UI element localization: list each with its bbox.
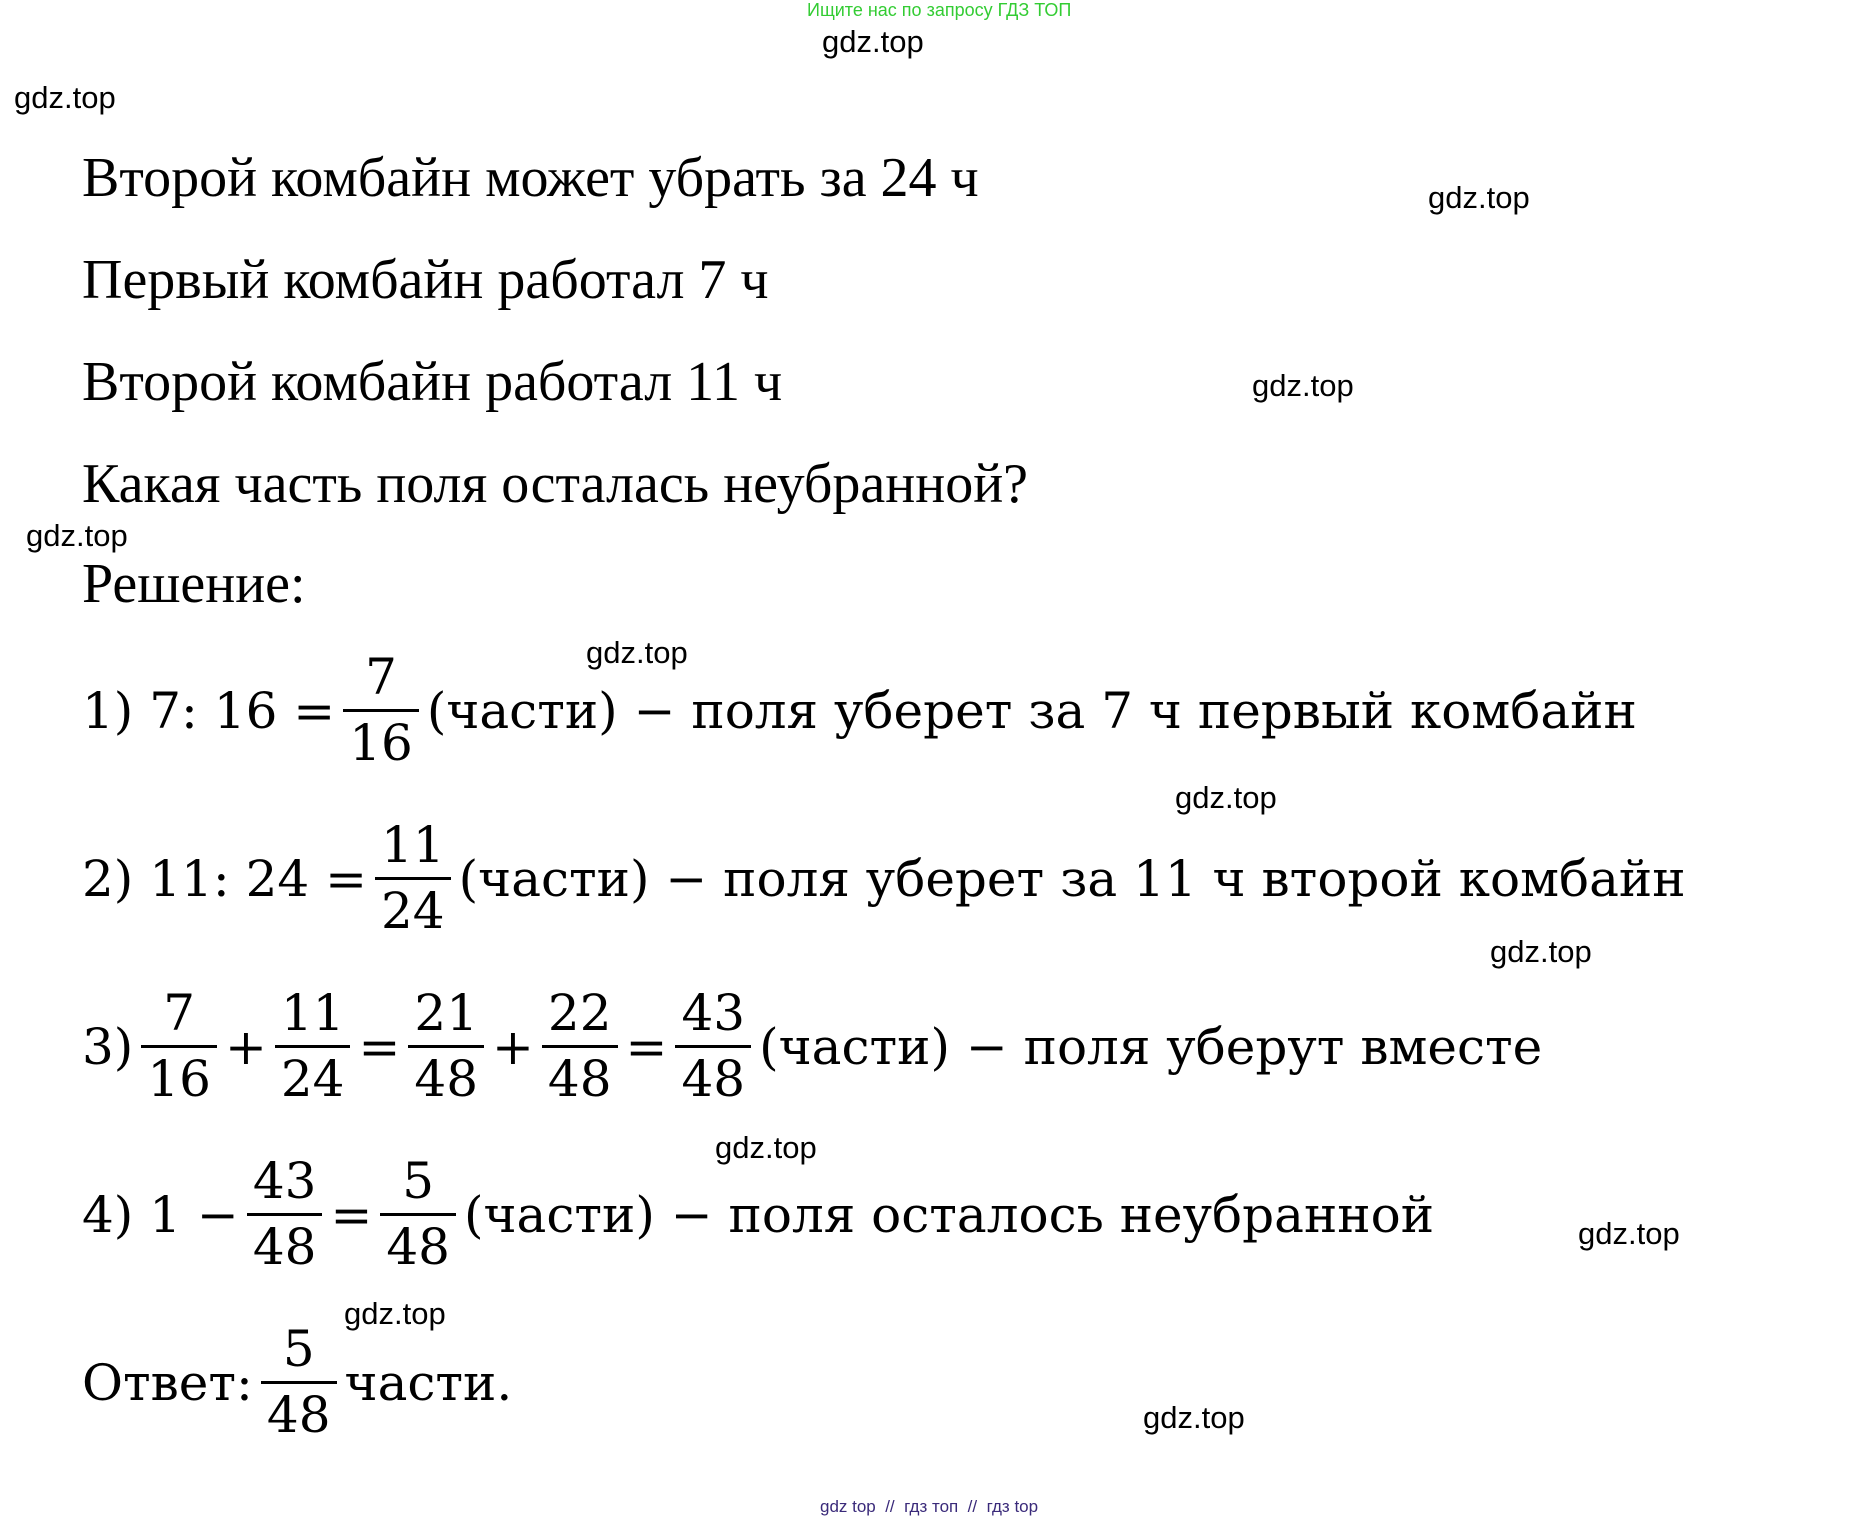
fraction-bar [247,1213,323,1216]
watermark: gdz.top [1252,368,1354,403]
fraction-bar [675,1045,751,1048]
watermark: gdz.top [1143,1400,1245,1435]
numerator: 7 [365,648,397,706]
numerator: 11 [381,816,445,874]
problem-line-2: Первый комбайн работал 7 ч [82,249,769,311]
denominator: 16 [147,1050,211,1108]
operator: = [330,1185,373,1244]
watermark: gdz.top [586,635,688,670]
fraction-bar [375,877,451,880]
numerator: 43 [681,984,746,1042]
watermark: gdz.top [26,518,128,553]
numerator: 11 [280,984,345,1042]
problem-line-1: Второй комбайн может убрать за 24 ч [82,147,979,209]
watermark: gdz.top [1490,934,1592,969]
problem-question: Какая часть поля осталась неубранной? [82,453,1029,515]
step-1-prefix: 1) 7: 16 = [82,681,336,740]
watermark: gdz.top [344,1296,446,1331]
denominator: 16 [349,714,413,772]
solution-heading: Решение: [82,553,306,615]
watermark: gdz.top [1175,780,1277,815]
step-4-text: (части) − поля осталось неубранной [463,1185,1435,1244]
footer-links: gdz top // гдз топ // гдз top [820,1497,1039,1516]
operator: = [358,1017,401,1076]
fraction [247,1154,323,1275]
fraction [380,1154,456,1275]
fraction-bar [408,1045,484,1048]
numerator: 21 [414,984,479,1042]
operator: + [224,1017,267,1076]
fraction [261,1322,337,1443]
numerator: 5 [402,1152,435,1210]
step-3-prefix: 3) [82,1017,134,1076]
operator: = [625,1017,668,1076]
denominator: 48 [681,1050,746,1108]
step-3-text: (части) − поля уберут вместе [759,1017,1543,1076]
fraction-bar [343,709,419,712]
numerator: 5 [282,1320,315,1378]
numerator: 43 [252,1152,317,1210]
fraction [542,986,618,1107]
step-1-text: (части) − поля уберет за 7 ч первый комбайн [426,681,1637,740]
answer-line [82,1322,512,1443]
step-2-text: (части) − поля уберет за 11 ч второй комбайн [458,849,1686,908]
step-2-prefix: 2) 11: 24 = [82,849,367,908]
fraction-bar [380,1213,456,1216]
top-banner: Ищите нас по запросу ГДЗ ТОП [807,0,1072,20]
fraction [275,986,351,1107]
solution-step-2 [82,818,1686,939]
denominator: 48 [252,1218,317,1276]
fraction [408,986,484,1107]
fraction [375,818,451,939]
watermark: gdz.top [822,24,924,59]
step-4-prefix: 4) 1 − [82,1185,239,1244]
fraction-bar [261,1381,337,1384]
watermark: gdz.top [1428,180,1530,215]
denominator: 48 [547,1050,612,1108]
watermark: gdz.top [14,80,116,115]
numerator: 22 [547,984,612,1042]
answer-label: Ответ: [82,1353,253,1412]
fraction-bar [275,1045,351,1048]
denominator: 48 [414,1050,479,1108]
solution-step-4 [82,1154,1434,1275]
fraction-bar [141,1045,217,1048]
fraction-bar [542,1045,618,1048]
denominator: 48 [266,1386,331,1444]
answer-text: части. [344,1353,513,1412]
solution-step-3 [82,986,1542,1107]
denominator: 24 [280,1050,345,1108]
numerator: 7 [163,984,196,1042]
fraction [343,650,419,771]
watermark: gdz.top [715,1130,817,1165]
solution-step-1 [82,650,1637,771]
denominator: 24 [381,882,445,940]
watermark: gdz.top [1578,1216,1680,1251]
denominator: 48 [386,1218,450,1276]
operator: + [492,1017,534,1076]
problem-line-3: Второй комбайн работал 11 ч [82,351,783,413]
fraction [675,986,751,1107]
fraction [141,986,217,1107]
